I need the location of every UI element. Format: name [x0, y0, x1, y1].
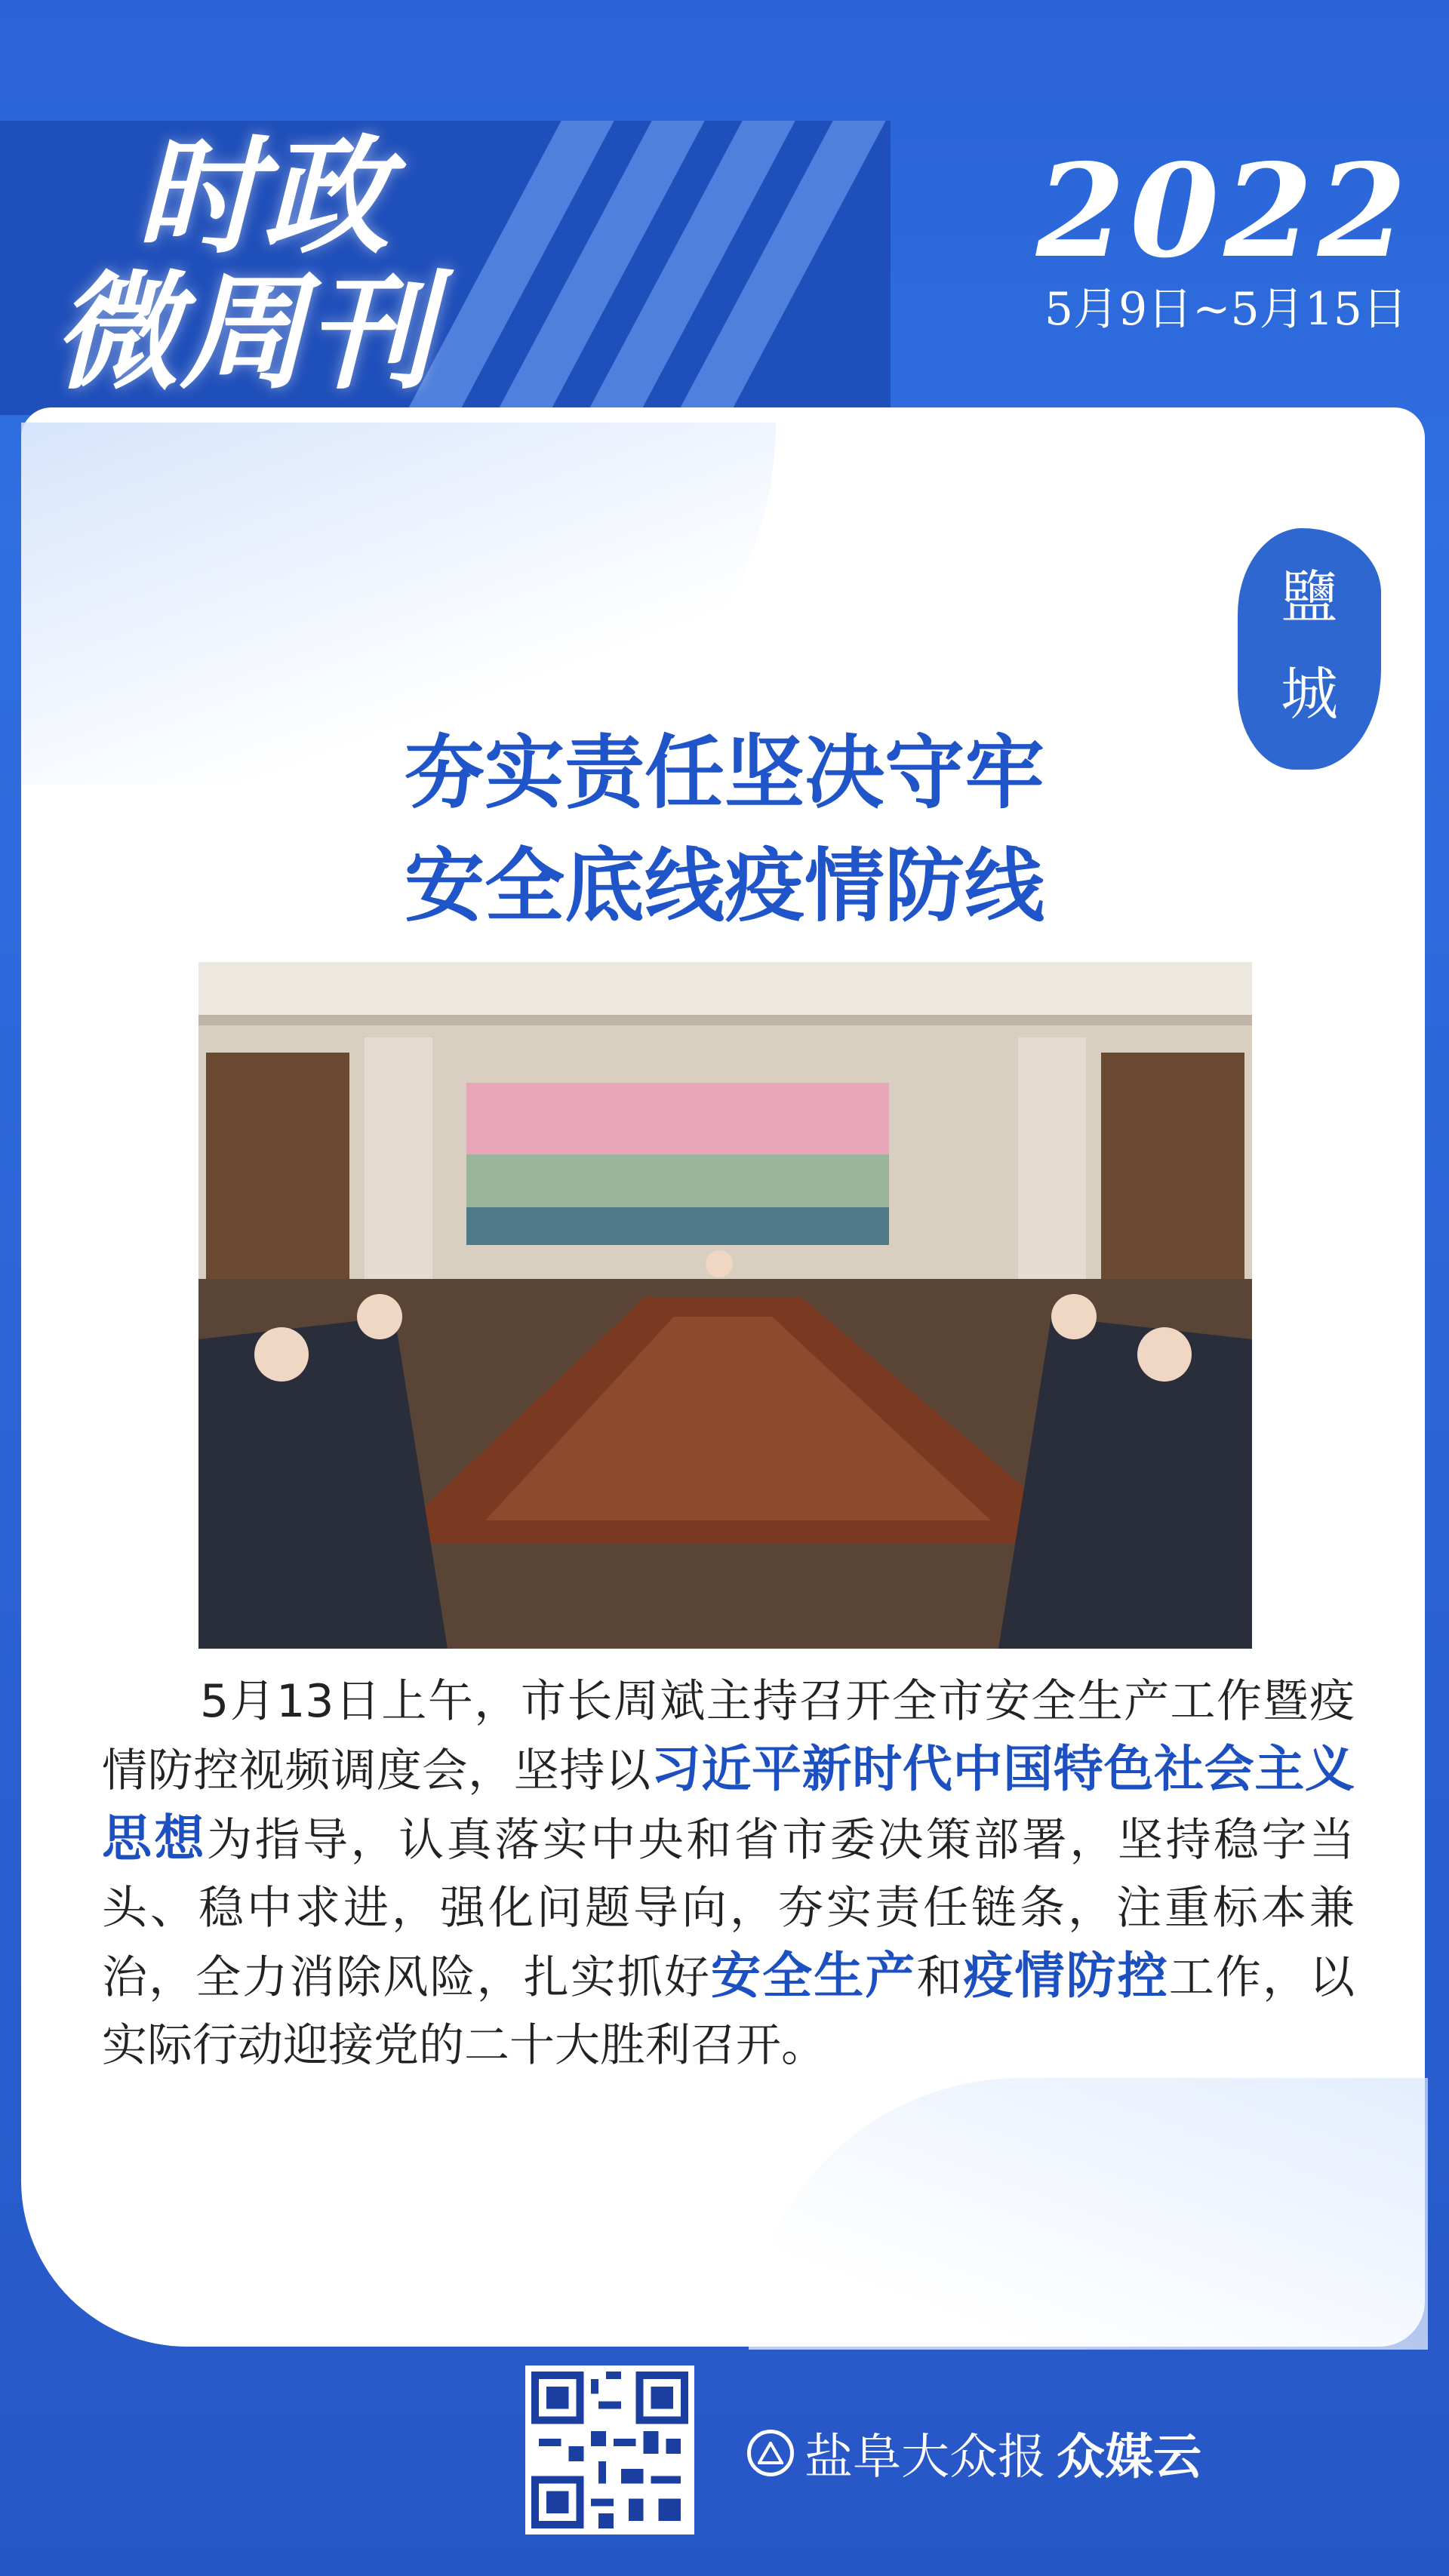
- article-text-3: 和: [916, 1951, 964, 2004]
- publisher-name: 盐阜大众报: [804, 2430, 1046, 2485]
- issue-year: 2022: [1035, 136, 1411, 287]
- article-text-4: 工作，以实际行动迎接党的二十大胜利召开。: [102, 1951, 1355, 2072]
- issue-date-range: 5月9日~5月15日: [1044, 283, 1407, 336]
- publisher-logo-icon: [747, 2430, 794, 2476]
- masthead-line-2: 微周刊: [53, 257, 433, 407]
- seal-char-1: 鹽: [1281, 564, 1338, 631]
- article-text-1: 5月13日上午，市长周斌主持召开全市安全生产工作暨疫情防控视频调度会，坚持以: [102, 1675, 1355, 1797]
- meeting-photo: [198, 962, 1252, 1649]
- article-emphasis-1: 习近平新时代中国特色社会主义思想: [102, 1740, 1355, 1867]
- masthead-line-1: 时政: [136, 121, 389, 271]
- qr-code[interactable]: [525, 2365, 694, 2535]
- article-headline: [0, 717, 1449, 943]
- seal-char-2: 城: [1281, 660, 1338, 727]
- article-body: [102, 1668, 1355, 2080]
- article-emphasis-2: 安全生产: [711, 1947, 917, 2005]
- publisher-app-name: 众媒云: [1057, 2430, 1201, 2485]
- article-text-2: 为指导，认真落实中央和省市委决策部署，坚持稳字当头、稳中求进，强化问题导向，夯实责任链条，注重标本兼治，全力消除风险，扎实抓好: [102, 1814, 1355, 2004]
- article-emphasis-3: 疫情防控: [963, 1947, 1169, 2005]
- masthead-title: [53, 121, 521, 415]
- headline-line-2: 安全底线疫情防线: [405, 840, 1044, 933]
- headline-line-1: 夯实责任坚决守牢: [405, 727, 1044, 819]
- publisher-brand: [747, 2418, 1201, 2488]
